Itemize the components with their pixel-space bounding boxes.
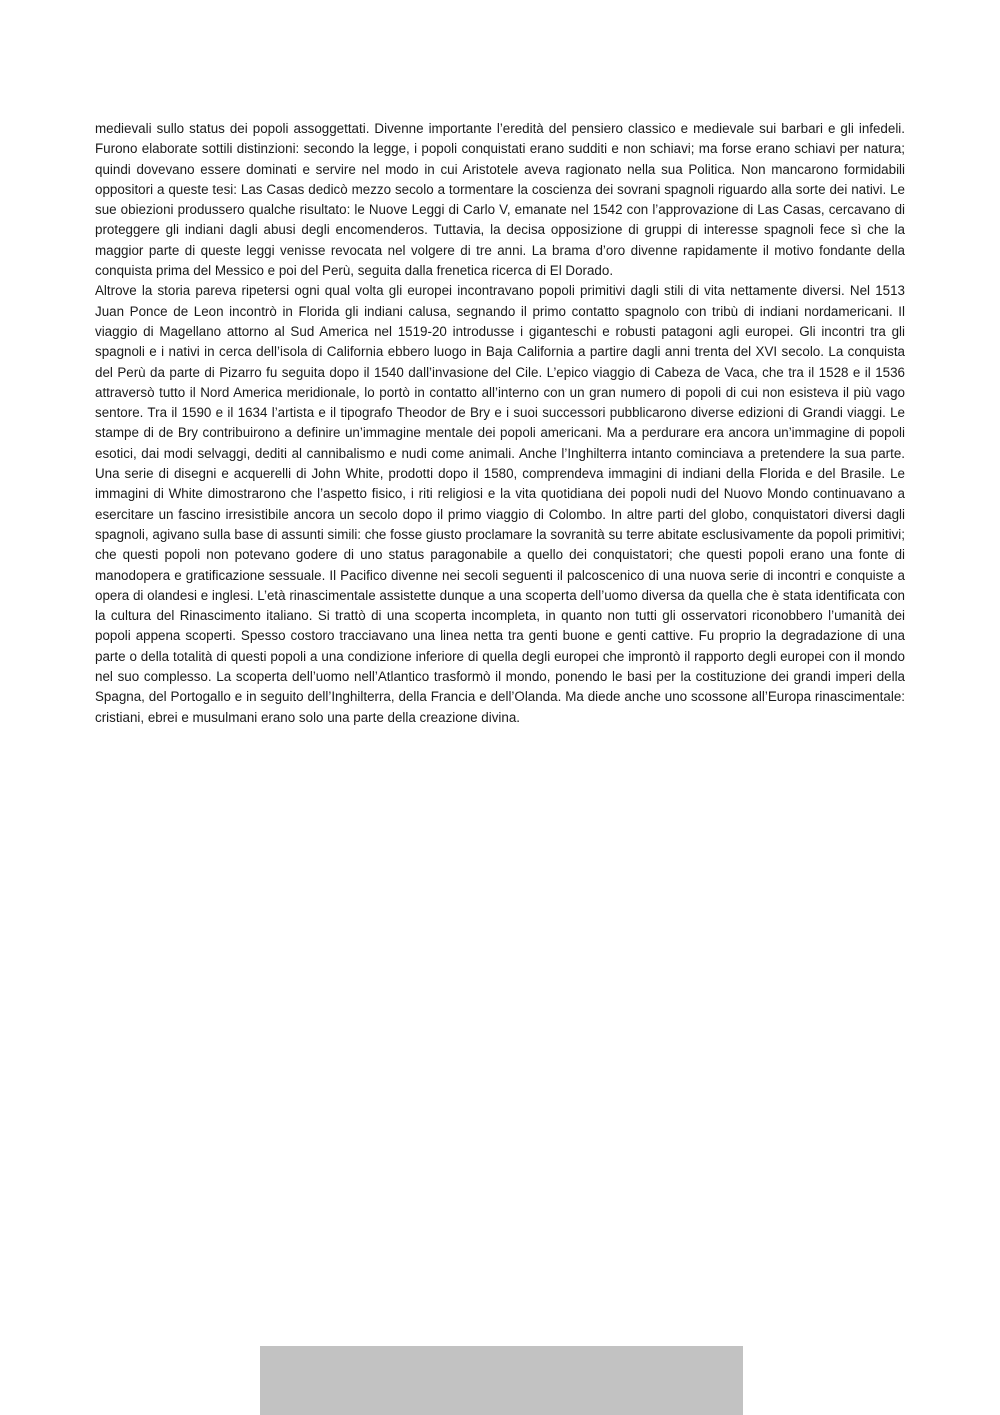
document-body — [95, 119, 905, 728]
paragraph-2: Altrove la storia pareva ripetersi ogni qual volta gli europei incontravano popoli primitivi dagli stili di vita nettamente diversi. Nel 1513 Juan Ponce de Leon incontrò in Florida gli indiani calusa, segnando il primo contatto spagnolo con tribù di indiani nordamericani. Il viaggio di Magellano attorno al Sud America nel 1519-20 introdusse i giganteschi e robusti patagoni agli europei. Gli incontri tra gli spagnoli e i nativi in cerca dell’isola di California ebbero luogo in Baja California a partire dagli anni trenta del XVI secolo. La conquista del Perù da parte di Pizarro fu seguita dopo il 1540 dall’invasione del Cile. L’epico viaggio di Cabeza de Vaca, che tra il 1528 e il 1536 attraversò tutto il Nord America meridionale, lo portò in contatto all’interno con un gran numero di popoli di cui non esisteva il più vago sentore. Tra il 1590 e il 1634 l’artista e il tipografo Theodor de Bry e i suoi successori pubblicarono diverse edizioni di Grandi viaggi. Le stampe di de Bry contribuirono a definire un’immagine mentale dei popoli americani. Ma a perdurare era ancora un’immagine di popoli esotici, dai modi selvaggi, dediti al cannibalismo e nudi come animali. Anche l’Inghilterra intanto cominciava a pretendere la sua parte. Una serie di disegni e acquerelli di John White, prodotti dopo il 1580, comprendeva immagini di indiani della Florida e del Brasile. Le immagini di White dimostrarono che l’aspetto fisico, i riti religiosi e la vita quotidiana dei popoli nudi del Nuovo Mondo continuavano a esercitare un fascino irresistibile ancora un secolo dopo il primo viaggio di Colombo. In altre parti del globo, conquistatori diversi dagli spagnoli, agivano sulla base di assunti simili: che fosse giusto proclamare la sovranità su terre abitate esclusivamente da popoli primitivi; che questi popoli non potevano godere di uno status paragonabile a quello dei conquistatori; che questi popoli erano una fonte di manodopera e gratificazione sessuale. Il Pacifico divenne nei secoli seguenti il palcoscenico di una nuova serie di incontri e conquiste a opera di olandesi e inglesi. L’età rinascimentale assistette dunque a una scoperta dell’uomo diversa da quella che è stata identificata con la cultura del Rinascimento italiano. Si trattò di una scoperta incompleta, in quanto non tutti gli osservatori riconobbero l’umanità dei popoli appena scoperti. Spesso costoro tracciavano una linea netta tra genti buone e genti cattive. Fu proprio la degradazione di una parte o della totalità di questi popoli a una condizione inferiore di quella degli europei che improntò il rapporto degli europei con il mondo nel suo complesso. La scoperta dell’uomo nell’Atlantico trasformò il mondo, ponendo le basi per la costituzione dei grandi imperi della Spagna, del Portogallo e in seguito dell’Inghilterra, della Francia e dell’Olanda. Ma diede anche uno scossone all’Europa rinascimentale: cristiani, ebrei e musulmani erano solo una parte della creazione divina. — [95, 283, 905, 725]
paragraph-1: medievali sullo status dei popoli assoggettati. Divenne importante l’eredità del pensiero classico e medievale sui barbari e gli infedeli. Furono elaborate sottili distinzioni: secondo la legge, i popoli conquistati erano sudditi e non schiavi; ma forse erano schiavi per natura; quindi dovevano essere dominati e servire nel modo in cui Aristotele aveva ragionato nella sua Politica. Non mancarono formidabili oppositori a queste tesi: Las Casas dedicò mezzo secolo a tormentare la coscienza dei sovrani spagnoli riguardo alla sorte dei nativi. Le sue obiezioni produssero qualche risultato: le Nuove Leggi di Carlo V, emanate nel 1542 con l’approvazione di Las Casas, cercavano di proteggere gli indiani dagli abusi degli encomenderos. Tuttavia, la decisa opposizione di gruppi di interesse spagnoli fece sì che la maggior parte di queste leggi venisse revocata nel volgere di tre anni. La brama d’oro divenne rapidamente il motivo fondante della conquista prima del Messico e poi del Perù, seguita dalla frenetica ricerca di El Dorado. — [95, 121, 905, 279]
footer-gray-block — [260, 1346, 743, 1415]
